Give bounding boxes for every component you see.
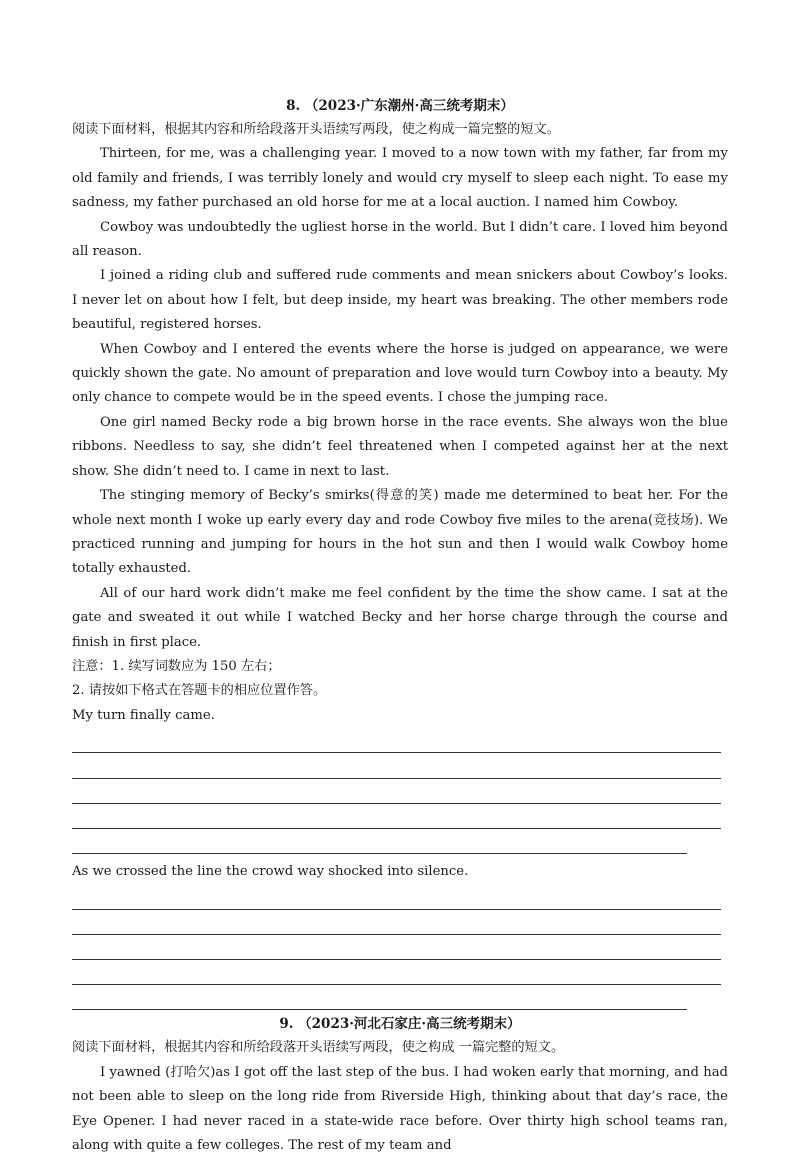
answer-line: [72, 804, 721, 829]
paragraph-opener-2: As we crossed the line the crowd way shocked into silence.: [72, 864, 469, 880]
answer-line: [72, 935, 721, 960]
paragraph: When Cowboy and I entered the events where the horse is judged on appearance, we were quickly shown the gate. No amount of preparation and love would turn Cowboy into a beauty. My only chance to compete would be in the speed events. I chose the jumping race.: [72, 341, 728, 406]
answer-lines-1: [72, 728, 728, 854]
note-format: 2. 请按如下格式在答题卡的相应位置作答。: [72, 683, 327, 699]
paragraph: Cowboy was undoubtedly the ugliest horse in the world. But I didn’t care. I loved him beyond all reason.: [72, 219, 728, 260]
answer-line: [72, 753, 721, 778]
paragraph: All of our hard work didn’t make me feel confident by the time the show came. I sat at the gate and sweated it out while I watched Becky and her horse charge through the course and finish in first place.: [72, 585, 728, 650]
question-9-title: 9. （2023·河北石家庄·高三统考期末）: [279, 1016, 521, 1033]
paragraph: I yawned (打哈欠)as I got off the last step of the bus. I had woken early that morning, and had not been able to sleep on the long ride from Riverside High, thinking about that day’s race, the Eye Opener. I had never raced in a state-wide race before. Over thirty high school teams ran, along with quite a few colleges. The rest of my team and: [72, 1064, 728, 1154]
answer-lines-2: [72, 885, 728, 1011]
answer-line: [72, 960, 721, 985]
paragraph-opener-1: My turn finally came.: [72, 707, 215, 723]
paragraph: Thirteen, for me, was a challenging year. I moved to a now town with my father, far from my old family and friends, I was terribly lonely and would cry myself to sleep each night. To ease my sadness, my father purchased an old horse for me at a local auction. I named him Cowboy.: [72, 146, 728, 211]
document-page: [72, 94, 728, 1158]
answer-line: [72, 779, 721, 804]
answer-line: [72, 728, 721, 753]
paragraph: One girl named Becky rode a big brown horse in the race events. She always won the blue ribbons. Needless to say, she didn’t feel threatened when I competed against her at the next show. She didn’t need to. I came in next to last.: [72, 414, 728, 479]
paragraph: The stinging memory of Becky’s smirks(得意的笑) made me determined to beat her. For the whole next month I woke up early every day and rode Cowboy five miles to the arena(竞技场). We practiced running and jumping for hours in the hot sun and then I would walk Cowboy home totally exhausted.: [72, 488, 728, 577]
answer-line: [72, 985, 687, 1010]
answer-line: [72, 885, 721, 910]
question-8-instruction: 阅读下面材料，根据其内容和所给段落开头语续写两段，使之构成一篇完整的短文。: [72, 122, 560, 137]
answer-line: [72, 910, 721, 935]
paragraph: I joined a riding club and suffered rude comments and mean snickers about Cowboy’s looks. I never let on about how I felt, but deep inside, my heart was breaking. The other members rode beautiful, registered horses.: [72, 268, 728, 333]
question-8-title: 8. （2023·广东潮州·高三统考期末）: [286, 98, 514, 114]
answer-line: [72, 829, 687, 854]
question-9-instruction: 阅读下面材料，根据其内容和所给段落开头语续写两段，使之构成 一篇完整的短文。: [72, 1040, 565, 1056]
note-word-count: 注意：1. 续写词数应为 150 左右；: [72, 658, 281, 674]
